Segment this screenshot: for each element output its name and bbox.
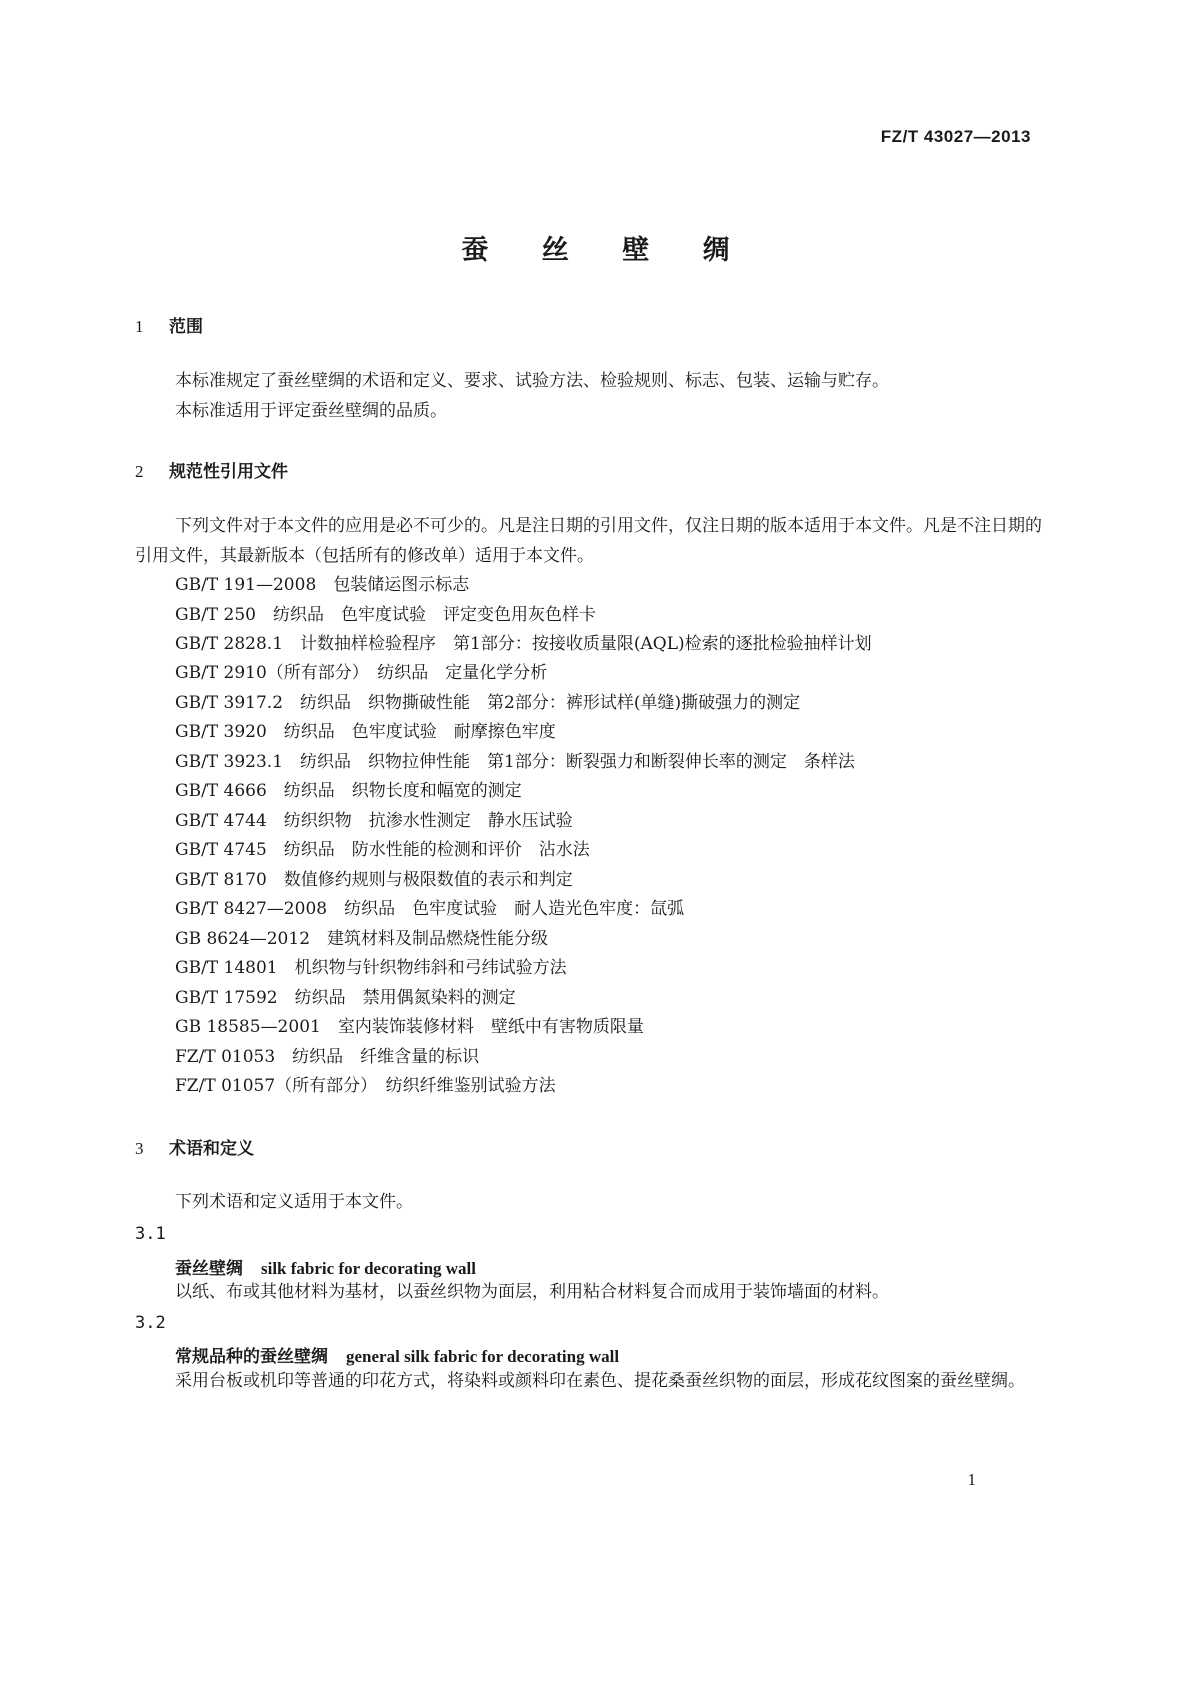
reference-item: GB/T 250 纺织品 色牢度试验 评定变色用灰色样卡 xyxy=(175,605,596,625)
section-number: 3 xyxy=(135,1139,144,1158)
document-title: 蚕 丝 壁 绸 xyxy=(461,235,752,266)
reference-item: GB 8624—2012 建筑材料及制品燃烧性能分级 xyxy=(175,929,549,949)
term-chinese: 常规品种的蚕丝壁绸 xyxy=(175,1347,328,1367)
term-heading xyxy=(175,1254,476,1279)
reference-item: GB 18585—2001 室内装饰装修材料 壁纸中有害物质限量 xyxy=(175,1017,644,1037)
section-title: 范围 xyxy=(169,317,203,337)
term-definition: 采用台板或机印等普通的印花方式，将染料或颜料印在素色、提花桑蚕丝织物的面层，形成花纹图案的蚕丝壁绸。 xyxy=(175,1371,1025,1391)
reference-item: GB/T 3923.1 纺织品 织物拉伸性能 第1部分：断裂强力和断裂伸长率的测定 条样法 xyxy=(175,752,855,772)
reference-item: GB/T 8427—2008 纺织品 色牢度试验 耐人造光色牢度：氙弧 xyxy=(175,899,685,919)
section-heading-references xyxy=(135,457,288,482)
scope-paragraph-2: 本标准适用于评定蚕丝壁绸的品质。 xyxy=(175,401,447,421)
term-heading xyxy=(175,1342,619,1367)
term-english: general silk fabric for decorating wall xyxy=(346,1347,620,1366)
term-number: 3.2 xyxy=(135,1313,166,1333)
reference-item: GB/T 4666 纺织品 织物长度和幅宽的测定 xyxy=(175,781,522,801)
reference-item: GB/T 17592 纺织品 禁用偶氮染料的测定 xyxy=(175,988,516,1008)
references-intro: 下列文件对于本文件的应用是必不可少的。凡是注日期的引用文件，仅注日期的版本适用于本文件。凡是不注日期的引用文件，其最新版本（包括所有的修改单）适用于本文件。 xyxy=(135,516,1042,566)
term-chinese: 蚕丝壁绸 xyxy=(175,1259,243,1279)
scope-paragraph-1: 本标准规定了蚕丝壁绸的术语和定义、要求、试验方法、检验规则、标志、包装、运输与贮存。 xyxy=(175,371,889,391)
section-title: 规范性引用文件 xyxy=(169,462,288,482)
reference-item: GB/T 3917.2 纺织品 织物撕破性能 第2部分：裤形试样(单缝)撕破强力的测定 xyxy=(175,693,801,713)
standard-code: FZ/T 43027—2013 xyxy=(880,127,1031,146)
reference-item: GB/T 2828.1 计数抽样检验程序 第1部分：按接收质量限(AQL)检索的逐批检验抽样计划 xyxy=(175,634,872,654)
term-english: silk fabric for decorating wall xyxy=(261,1259,476,1278)
reference-item: GB/T 3920 纺织品 色牢度试验 耐摩擦色牢度 xyxy=(175,722,556,742)
reference-item: GB/T 8170 数值修约规则与极限数值的表示和判定 xyxy=(175,870,573,890)
reference-item: FZ/T 01057（所有部分） 纺织纤维鉴别试验方法 xyxy=(175,1076,556,1096)
section-heading-terms xyxy=(135,1134,254,1159)
reference-item: GB/T 2910（所有部分） 纺织品 定量化学分析 xyxy=(175,663,548,683)
terms-intro: 下列术语和定义适用于本文件。 xyxy=(175,1192,413,1212)
reference-item: GB/T 4745 纺织品 防水性能的检测和评价 沾水法 xyxy=(175,840,590,860)
term-number: 3.1 xyxy=(135,1224,166,1244)
term-definition: 以纸、布或其他材料为基材，以蚕丝织物为面层，利用粘合材料复合而成用于装饰墙面的材料。 xyxy=(175,1282,889,1302)
section-title: 术语和定义 xyxy=(169,1139,254,1159)
section-number: 1 xyxy=(135,317,144,336)
section-heading-scope xyxy=(135,312,203,337)
reference-item: FZ/T 01053 纺织品 纤维含量的标识 xyxy=(175,1047,480,1067)
page-number: 1 xyxy=(967,1470,976,1489)
reference-item: GB/T 14801 机织物与针织物纬斜和弓纬试验方法 xyxy=(175,958,567,978)
reference-item: GB/T 191—2008 包装储运图示标志 xyxy=(175,575,470,595)
reference-item: GB/T 4744 纺织织物 抗渗水性测定 静水压试验 xyxy=(175,811,573,831)
section-number: 2 xyxy=(135,462,144,481)
